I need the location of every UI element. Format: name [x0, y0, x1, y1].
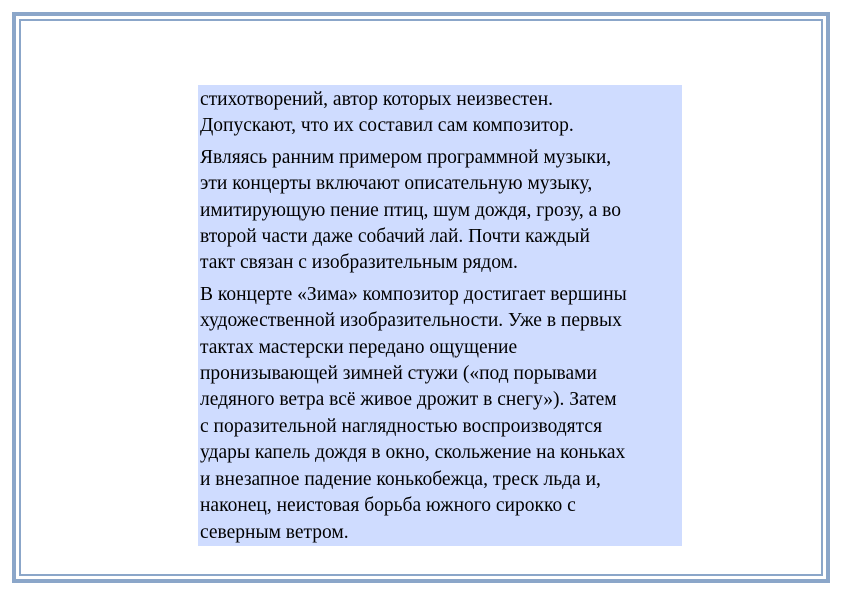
text-line: Допускают, что их составил сам композитор. — [200, 115, 574, 137]
text-line: второй части даже собачий лай. Почти каждый — [200, 226, 590, 248]
text-line: художественной изобразительности. Уже в первых — [200, 310, 622, 332]
text-box — [198, 85, 682, 546]
text-line: северным ветром. — [200, 521, 349, 543]
text-line: пронизывающей зимней стужи («под порывами — [200, 363, 597, 385]
text-line: удары капель дождя в окно, скольжение на коньках — [200, 442, 626, 464]
text-line: эти концерты включают описательную музыку, — [200, 173, 593, 195]
text-line: стихотворений, автор которых неизвестен. — [200, 89, 554, 110]
text-line: наконец, неистовая борьба южного сирокко с — [200, 495, 576, 517]
text-line: имитирующую пение птиц, шум дождя, грозу, а во — [200, 199, 621, 221]
text-line: с поразительной наглядностью воспроизводятся — [200, 415, 603, 437]
paragraph-1 — [200, 87, 682, 140]
paragraph-2 — [200, 145, 682, 277]
text-line: Являясь ранним примером программной музыки, — [200, 146, 612, 168]
text-line: тактах мастерски передано ощущение — [200, 336, 518, 358]
text-line: и внезапное падение конькобежца, треск льда и, — [200, 468, 601, 490]
text-line: В концерте «Зима» композитор достигает вершины — [200, 283, 627, 305]
text-line: ледяного ветра всё живое дрожит в снегу»). Затем — [200, 389, 617, 411]
text-line: такт связан с изобразительным рядом. — [200, 252, 518, 274]
paragraph-3 — [200, 282, 682, 546]
